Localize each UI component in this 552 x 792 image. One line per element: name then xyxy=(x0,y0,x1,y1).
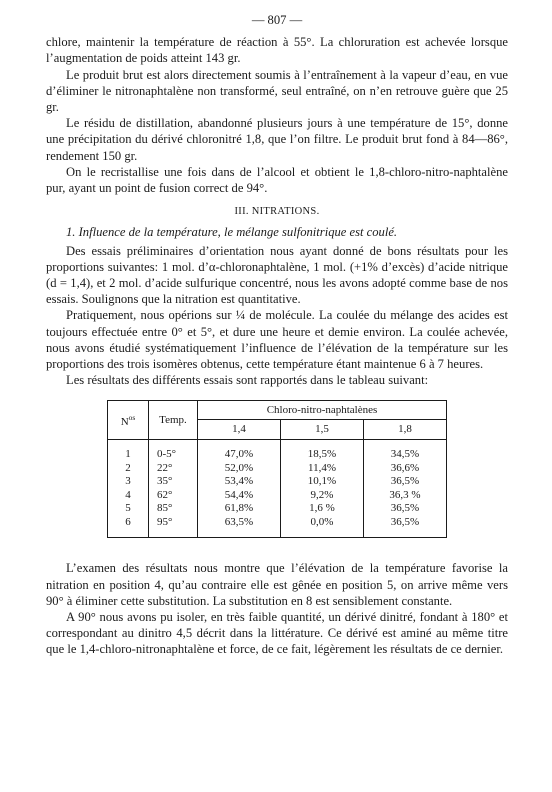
cell-temp: 62° xyxy=(149,489,198,503)
cell-1-4: 61,8% xyxy=(224,502,254,515)
cell-1-4: 47,0% xyxy=(224,448,254,461)
cell-nos: 5 xyxy=(108,502,149,516)
table-row xyxy=(108,440,447,462)
table-row xyxy=(108,462,447,476)
table-row xyxy=(108,502,447,516)
cell-1-5: 11,4% xyxy=(281,462,364,476)
paragraph: On le recristallise une fois dans de l’alcool et obtient le 1,8-chloro-nitro-naphtalène pur, ayant un point de fusion correct de 94°. xyxy=(46,164,508,196)
cell-temp: 85° xyxy=(149,502,198,516)
header-temp: Temp. xyxy=(149,401,198,440)
header-nos-label: N xyxy=(120,416,129,429)
cell-temp: 0-5° xyxy=(149,440,198,462)
paragraph: chlore, maintenir la température de réaction à 55°. La chloruration est achevée lorsque l’augmentation de poids atteint 143 gr. xyxy=(46,35,508,66)
cell-1-5: 10,1% xyxy=(281,475,364,489)
header-col-1-8: 1,8 xyxy=(364,420,447,440)
header-col-1-5: 1,5 xyxy=(281,420,364,440)
table-row xyxy=(108,475,447,489)
header-nos xyxy=(108,401,149,440)
subsection-heading: 1. Influence de la température, le mélange sulfonitrique est coulé. xyxy=(66,225,398,240)
results-table xyxy=(107,400,447,538)
document-page xyxy=(46,12,508,658)
paragraph: Le produit brut est alors directement soumis à l’entraînement à la vapeur d’eau, en vue d’éliminer le nitronaphtalène non transformé, seul entraîné, on n’en retrouve guère que 25 gr. xyxy=(46,67,508,115)
paragraph: A 90° nous avons pu isoler, en très faible quantité, un dérivé dinitré, fondant à 180° et correspondant au dinitro 4,5 décrit dans la littérature. Ce dérivé est aminé au même titre que le 1,4-chloro-nitronaphtalène et force, de ce fait, légèrement les résultats de ce dernier. xyxy=(46,610,508,657)
cell-nos: 2 xyxy=(108,462,149,476)
cell-nos: 3 xyxy=(108,475,149,489)
cell-1-8: 36,6% xyxy=(390,461,420,474)
header-group: Chloro-nitro-naphtalènes xyxy=(198,401,447,420)
cell-1-5: 1,6 % xyxy=(281,502,364,516)
paragraph: Pratiquement, nous opérions sur ¼ de molécule. La coulée du mélange des acides est toujours effectuée entre 0° et 5°, et dure une heure et demie environ. La coulée achevée, nous avons étudié systématiquement l’influence de l’élévation de la température sur les proportions des trois isomères obtenus, cette température étant maintenue 6 à 7 heures. xyxy=(46,308,508,372)
paragraph: Les résultats des différents essais sont rapportés dans le tableau suivant: xyxy=(66,373,429,388)
page-number: — 807 — xyxy=(251,13,303,27)
cell-1-4: 53,4% xyxy=(224,475,254,488)
cell-1-4: 54,4% xyxy=(224,488,254,501)
cell-nos: 1 xyxy=(108,440,149,462)
cell-1-8: 36,5% xyxy=(390,502,420,515)
cell-1-5: 9,2% xyxy=(281,489,364,503)
table-row xyxy=(108,516,447,538)
section-heading: III. NITRATIONS. xyxy=(234,206,320,218)
paragraph: Des essais préliminaires d’orientation nous ayant donné de bons résultats pour les proportions suivantes: 1 mol. d’α-chloronaphtalène, 1 mol. (+1% d’excès) d’acide nitrique (d = 1,4), et 2 mol. d’acide sulfurique concentré, nous les avons adopté comme base de nos essais. Soulignons que la nitration est quantitative. xyxy=(46,243,508,307)
cell-1-8: 36,5% xyxy=(390,515,420,528)
cell-1-4: 52,0% xyxy=(224,461,254,474)
paragraph: L’examen des résultats nous montre que l’élévation de la température favorise la nitration en position 4, qu’au contraire elle est gênée en position 5, on arrive même vers 90° à éliminer cette substitution. La substitution en 8 est sensiblement constante. xyxy=(46,561,508,608)
cell-temp: 35° xyxy=(149,475,198,489)
cell-1-8: 36,5% xyxy=(390,475,420,488)
cell-temp: 95° xyxy=(149,516,198,538)
paragraph: Le résidu de distillation, abandonné plusieurs jours à une température de 15°, donne une précipitation du dérivé chloronitré 1,8, que l’on filtre. Le produit brut fond à 84—86°, rendement 150 gr. xyxy=(46,116,508,163)
table-row xyxy=(108,489,447,503)
cell-temp: 22° xyxy=(149,462,198,476)
results-table-wrapper xyxy=(46,400,508,538)
cell-1-8: 36,3 % xyxy=(389,488,421,501)
header-col-1-4: 1,4 xyxy=(198,420,281,440)
header-nos-superscript: os xyxy=(128,413,136,423)
cell-1-5: 0,0% xyxy=(281,516,364,538)
cell-1-4: 63,5% xyxy=(224,515,254,528)
cell-nos: 4 xyxy=(108,489,149,503)
cell-1-8: 34,5% xyxy=(390,448,420,461)
cell-1-5: 18,5% xyxy=(281,440,364,462)
cell-nos: 6 xyxy=(108,516,149,538)
